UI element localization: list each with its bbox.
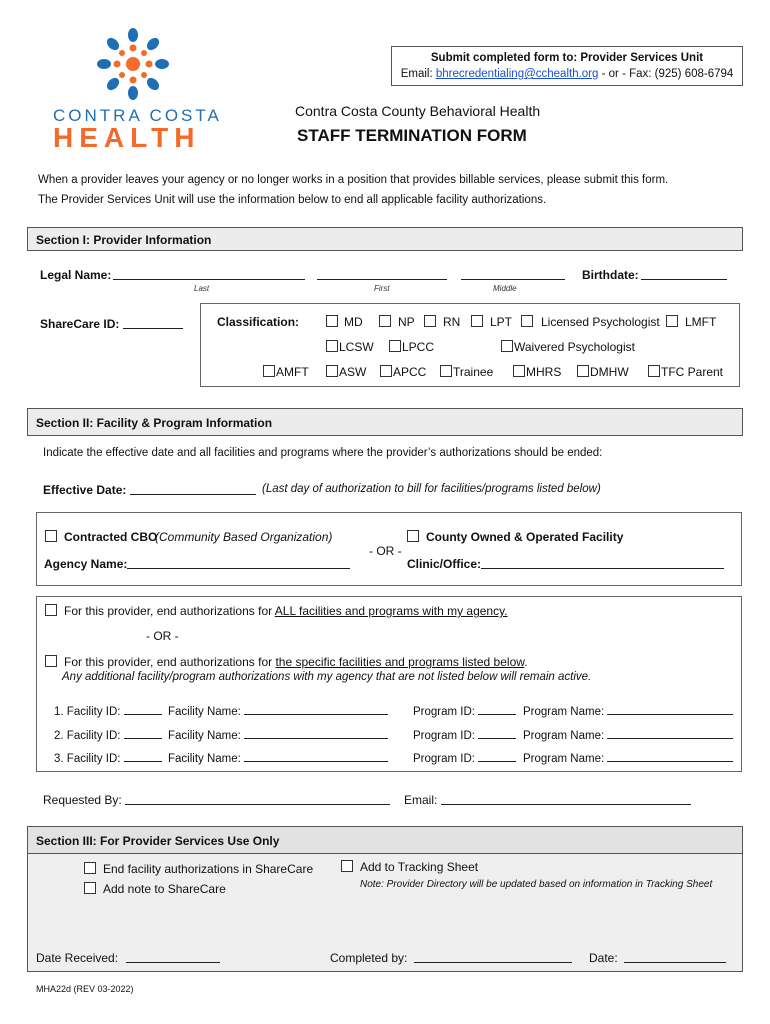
requested-email-label: Email: (404, 793, 438, 807)
form-title: STAFF TERMINATION FORM (297, 126, 527, 145)
intro-line1: When a provider leaves your agency or no longer works in a position that provides billable services, please submit this form. (38, 174, 669, 186)
cbo-note: (Community Based Organization) (155, 530, 333, 544)
requested-by-label: Requested By: (43, 793, 122, 807)
cls-lpcc: LPCC (402, 340, 435, 354)
logo-line1: CONTRA COSTA (53, 106, 222, 125)
logo-line2: HEALTH (53, 122, 201, 153)
sharecare-field[interactable] (123, 317, 183, 329)
option-all (64, 604, 508, 618)
cbo-label: Contracted CBO (64, 530, 158, 544)
program-name-3 (523, 750, 733, 765)
submit-box (391, 46, 743, 86)
facility-name-2 (168, 727, 388, 742)
completed-by-field[interactable] (414, 951, 572, 963)
sharecare-label: ShareCare ID: (40, 317, 120, 331)
row-num: 1. (54, 706, 64, 718)
cb-mhrs[interactable] (513, 365, 525, 377)
cls-md: MD (344, 315, 363, 329)
intro-line2: The Provider Services Unit will use the information below to end all applicable facility authorizations. (38, 194, 547, 206)
program-name-label: Program Name: (523, 730, 605, 742)
facility-name-field[interactable] (244, 703, 388, 715)
program-id-field[interactable] (478, 727, 516, 739)
row-num: 2. (54, 730, 64, 742)
cb-end-sharecare[interactable] (84, 862, 96, 874)
cls-apcc: APCC (393, 365, 427, 379)
birthdate-label: Birthdate: (582, 268, 639, 282)
cls-dmhw: DMHW (590, 365, 629, 379)
program-id-field[interactable] (478, 750, 516, 762)
authorization-box (36, 596, 742, 772)
facility-id-label: Facility ID: (66, 753, 121, 765)
requested-by-field[interactable] (125, 793, 390, 805)
effective-date-note: (Last day of authorization to bill for facilities/programs listed below) (262, 483, 601, 495)
cb-tracking-sheet[interactable] (341, 860, 353, 872)
submit-title: Submit completed form to: Provider Services Unit (430, 52, 704, 64)
effective-date-field[interactable] (130, 483, 256, 495)
cb-rn[interactable] (424, 315, 436, 327)
cls-rn: RN (443, 315, 461, 329)
cls-mhrs: MHRS (526, 365, 562, 379)
cb-dmhw[interactable] (577, 365, 589, 377)
date-received-label: Date Received: (36, 951, 119, 965)
s3-date-field[interactable] (624, 951, 726, 963)
program-name-field[interactable] (607, 703, 733, 715)
facility-name-3 (168, 750, 388, 765)
cls-trainee: Trainee (453, 365, 494, 379)
program-name-label: Program Name: (523, 706, 605, 718)
s3-date-label: Date: (589, 951, 618, 965)
sub-middle: Middle (493, 284, 517, 293)
section2-header: Section II: Facility & Program Information (27, 408, 743, 436)
s3-item1: End facility authorizations in ShareCare (103, 862, 314, 876)
program-name-field[interactable] (607, 750, 733, 762)
cls-np: NP (398, 315, 415, 329)
cb-lcsw[interactable] (326, 340, 338, 352)
middle-name-field[interactable] (461, 268, 565, 280)
birthdate-field[interactable] (641, 268, 727, 280)
s3-note: Note: Provider Directory will be updated based on information in Tracking Sheet (360, 879, 713, 890)
effective-date-label: Effective Date: (43, 483, 127, 497)
cb-lmft[interactable] (666, 315, 678, 327)
facility-row-2 (54, 727, 162, 742)
program-id-1 (413, 703, 516, 718)
facility-name-1 (168, 703, 388, 718)
facility-id-label: Facility ID: (66, 706, 121, 718)
agency-name-field[interactable] (127, 557, 350, 569)
submit-fax: - or - Fax: (925) 608-6794 (601, 68, 734, 80)
date-received-field[interactable] (126, 951, 220, 963)
sub-last: Last (194, 284, 210, 293)
facility-name-label: Facility Name: (168, 706, 241, 718)
program-name-2 (523, 727, 733, 742)
facility-id-label: Facility ID: (66, 730, 121, 742)
cb-lpt[interactable] (471, 315, 483, 327)
option-specific (64, 655, 528, 669)
facility-row-1 (54, 703, 162, 718)
program-name-1 (523, 703, 733, 718)
cbo-or: - OR - (369, 544, 402, 558)
section3-header: Section III: For Provider Services Use Only (27, 826, 743, 854)
cls-lpt: LPT (490, 315, 513, 329)
cb-licensed-psychologist[interactable] (521, 315, 533, 327)
program-id-label: Program ID: (413, 730, 475, 742)
legal-name-label: Legal Name: (40, 268, 112, 282)
cb-np[interactable] (379, 315, 391, 327)
program-id-label: Program ID: (413, 753, 475, 765)
cb-county-owned[interactable] (407, 530, 419, 542)
cb-md[interactable] (326, 315, 338, 327)
cb-contracted-cbo[interactable] (45, 530, 57, 542)
option-specific-ul: the specific facilities and programs listed below (275, 655, 525, 669)
submit-email-label: Email: (400, 68, 433, 80)
section1-header: Section I: Provider Information (27, 227, 743, 251)
cls-tfc-parent: TFC Parent (661, 365, 724, 379)
cb-asw[interactable] (326, 365, 338, 377)
agency-name: Contra Costa County Behavioral Health (295, 103, 541, 119)
sub-first: First (374, 284, 390, 293)
contra-costa-health-logo-mark (96, 26, 170, 102)
option-specific-note: Any additional facility/program authorizations with my agency that are not listed below will remain active. (62, 671, 592, 683)
last-name-field[interactable] (113, 268, 305, 280)
county-label: County Owned & Operated Facility (426, 530, 624, 544)
option-specific-pre: For this provider, end authorizations for (64, 655, 273, 669)
classification-label: Classification: (217, 315, 300, 329)
cb-lpcc[interactable] (389, 340, 401, 352)
program-name-label: Program Name: (523, 753, 605, 765)
program-id-2 (413, 727, 516, 742)
footer-revision: MHA22d (REV 03-2022) (36, 984, 134, 994)
s3-item3: Add to Tracking Sheet (360, 860, 479, 874)
option-all-pre: For this provider, end authorizations for (64, 604, 273, 618)
completed-by-label: Completed by: (330, 951, 408, 965)
cb-waivered-psychologist[interactable] (501, 340, 513, 352)
cls-lmft: LMFT (685, 315, 717, 329)
cb-trainee[interactable] (440, 365, 452, 377)
section2-instructions: Indicate the effective date and all facilities and programs where the provider’s authorizations should be ended: (43, 447, 603, 459)
requested-email-field[interactable] (441, 793, 691, 805)
cls-licensed-psychologist: Licensed Psychologist (541, 315, 660, 329)
submit-contact (392, 68, 742, 80)
facility-id-field[interactable] (124, 727, 162, 739)
submit-email-link[interactable]: bhrecredentialing@cchealth.org (435, 68, 599, 80)
facility-name-label: Facility Name: (168, 730, 241, 742)
facility-row-3 (54, 750, 162, 765)
cb-tfc-parent[interactable] (648, 365, 660, 377)
clinic-office-field[interactable] (481, 557, 724, 569)
cls-amft: AMFT (276, 365, 309, 379)
option-all-ul: ALL facilities and programs with my agency. (274, 604, 508, 618)
option-specific-post: . (524, 655, 528, 669)
program-id-label: Program ID: (413, 706, 475, 718)
cb-end-all[interactable] (45, 604, 57, 616)
facility-name-field[interactable] (244, 750, 388, 762)
clinic-office-label: Clinic/Office: (407, 557, 482, 571)
facility-id-field[interactable] (124, 750, 162, 762)
cls-asw: ASW (339, 365, 367, 379)
option-or: - OR - (146, 629, 179, 643)
facility-id-field[interactable] (124, 703, 162, 715)
cls-waivered-psychologist: Waivered Psychologist (514, 340, 635, 354)
cb-apcc[interactable] (380, 365, 392, 377)
program-name-field[interactable] (607, 727, 733, 739)
cb-end-specific[interactable] (45, 655, 57, 667)
s3-item2: Add note to ShareCare (103, 882, 226, 896)
cls-lcsw: LCSW (339, 340, 374, 354)
facility-name-field[interactable] (244, 727, 388, 739)
cb-amft[interactable] (263, 365, 275, 377)
row-num: 3. (54, 753, 64, 765)
program-id-3 (413, 750, 516, 765)
program-id-field[interactable] (478, 703, 516, 715)
cb-add-note[interactable] (84, 882, 96, 894)
facility-name-label: Facility Name: (168, 753, 241, 765)
agency-name-label: Agency Name: (44, 557, 128, 571)
first-name-field[interactable] (317, 268, 447, 280)
